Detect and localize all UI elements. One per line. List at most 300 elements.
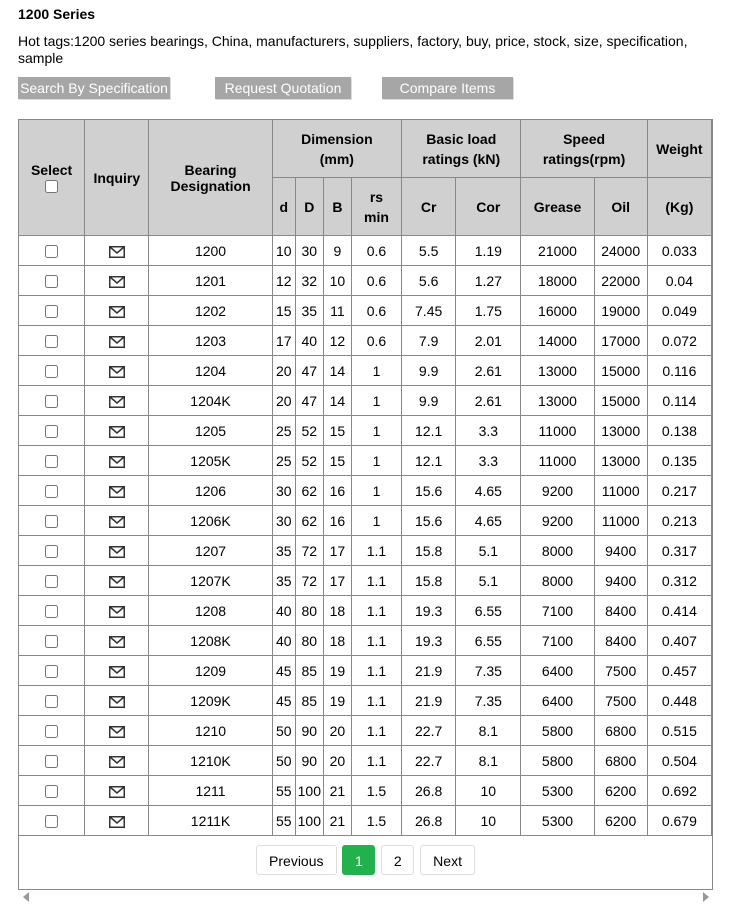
inquiry-cell [85,386,149,416]
d-cell: 25 [272,416,295,446]
hot-tags: Hot tags:1200 series bearings, China, manufacturers, suppliers, factory, buy, price, stock, size, specification, sample [18,33,688,66]
weight-cell: 0.138 [647,416,711,446]
mail-icon[interactable] [109,426,125,438]
outer-d-cell: 90 [295,716,323,746]
select-cell [19,476,85,506]
cr-cell: 15.8 [402,566,456,596]
weight-cell: 0.448 [647,686,711,716]
bearing-table-container [18,119,713,890]
select-cell [19,446,85,476]
b-cell: 15 [323,446,351,476]
d-cell: 15 [272,296,295,326]
row-select-checkbox[interactable] [45,545,58,558]
weight-header: Weight [647,120,711,178]
b-cell: 18 [323,626,351,656]
b-cell: 16 [323,506,351,536]
mail-icon[interactable] [109,306,125,318]
inquiry-cell [85,596,149,626]
row-select-checkbox[interactable] [45,725,58,738]
weight-cell: 0.515 [647,716,711,746]
grease-cell: 5300 [521,806,594,836]
inquiry-cell [85,236,149,266]
cor-cell: 3.3 [456,446,521,476]
mail-icon[interactable] [109,756,125,768]
row-select-checkbox[interactable] [45,515,58,528]
table-row [19,536,712,566]
table-row [19,356,712,386]
rs-min-cell: 1 [351,506,401,536]
oil-cell: 19000 [594,296,647,326]
b-cell: 20 [323,716,351,746]
row-select-checkbox[interactable] [45,635,58,648]
select-cell [19,236,85,266]
cr-cell: 12.1 [402,446,456,476]
cr-cell: 9.9 [402,356,456,386]
rs-min-cell: 1.1 [351,626,401,656]
rs-min-cell: 0.6 [351,266,401,296]
cor-cell: 8.1 [456,716,521,746]
oil-cell: 6800 [594,716,647,746]
select-cell [19,326,85,356]
select-cell [19,356,85,386]
grease-cell: 18000 [521,266,594,296]
previous-page-button[interactable]: Previous [256,845,336,875]
outer-d-header: D [295,178,323,236]
table-row [19,386,712,416]
mail-icon[interactable] [109,516,125,528]
oil-cell: 9400 [594,536,647,566]
designation-cell: 1207K [149,566,272,596]
cor-cell: 4.65 [456,476,521,506]
grease-cell: 14000 [521,326,594,356]
cr-cell: 15.6 [402,476,456,506]
cr-cell: 9.9 [402,386,456,416]
outer-d-cell: 52 [295,416,323,446]
page-2-button[interactable]: 2 [381,845,414,875]
select-cell [19,566,85,596]
scroll-right-icon[interactable] [703,892,709,902]
rs-min-cell: 1.1 [351,596,401,626]
row-select-checkbox[interactable] [45,335,58,348]
designation-cell: 1211K [149,806,272,836]
inquiry-cell [85,806,149,836]
cor-cell: 4.65 [456,506,521,536]
next-page-button[interactable]: Next [420,845,475,875]
oil-cell: 6200 [594,806,647,836]
inquiry-cell [85,416,149,446]
select-cell [19,596,85,626]
cor-cell: 7.35 [456,656,521,686]
weight-cell: 0.457 [647,656,711,686]
row-select-checkbox[interactable] [45,305,58,318]
grease-cell: 16000 [521,296,594,326]
select-cell [19,626,85,656]
designation-cell: 1204 [149,356,272,386]
rs-min-cell: 1.1 [351,686,401,716]
d-cell: 30 [272,476,295,506]
outer-d-cell: 85 [295,656,323,686]
cr-cell: 21.9 [402,656,456,686]
cr-cell: 21.9 [402,686,456,716]
rs-min-cell: 0.6 [351,326,401,356]
cor-cell: 5.1 [456,536,521,566]
mail-icon[interactable] [109,666,125,678]
d-cell: 40 [272,626,295,656]
d-cell: 35 [272,566,295,596]
table-row [19,656,712,686]
cor-cell: 6.55 [456,596,521,626]
b-cell: 14 [323,356,351,386]
designation-cell: 1209K [149,686,272,716]
cr-cell: 5.6 [402,266,456,296]
weight-cell: 0.679 [647,806,711,836]
search-by-specification-button[interactable]: Search By Specification [18,77,170,99]
d-cell: 45 [272,656,295,686]
row-select-checkbox[interactable] [45,665,58,678]
inquiry-cell [85,326,149,356]
designation-cell: 1208 [149,596,272,626]
select-cell [19,656,85,686]
oil-cell: 6200 [594,776,647,806]
grease-cell: 9200 [521,476,594,506]
row-select-checkbox[interactable] [45,455,58,468]
cr-cell: 19.3 [402,596,456,626]
cr-cell: 26.8 [402,776,456,806]
pagination [19,845,712,875]
rs-min-cell: 1 [351,356,401,386]
cr-cell: 7.9 [402,326,456,356]
mail-icon[interactable] [109,546,125,558]
weight-cell: 0.213 [647,506,711,536]
weight-cell: 0.114 [647,386,711,416]
table-row [19,626,712,656]
inquiry-cell [85,536,149,566]
table-row [19,746,712,776]
d-cell: 30 [272,506,295,536]
row-select-checkbox[interactable] [45,755,58,768]
grease-cell: 11000 [521,416,594,446]
page-1-button[interactable]: 1 [342,845,375,875]
cr-cell: 12.1 [402,416,456,446]
weight-cell: 0.504 [647,746,711,776]
b-cell: 16 [323,476,351,506]
grease-cell: 13000 [521,356,594,386]
oil-cell: 6800 [594,746,647,776]
mail-icon[interactable] [109,276,125,288]
b-cell: 17 [323,566,351,596]
cor-cell: 1.27 [456,266,521,296]
select-cell [19,776,85,806]
outer-d-cell: 80 [295,596,323,626]
speed-ratings-header [521,120,647,178]
rs-min-cell: 1.1 [351,566,401,596]
d-header: d [272,178,295,236]
select-header [19,120,85,236]
row-select-checkbox[interactable] [45,245,58,258]
rs-min-cell: 1 [351,476,401,506]
designation-header-label: Bearing Designation [170,161,251,194]
b-cell: 11 [323,296,351,326]
mail-icon[interactable] [109,696,125,708]
b-cell: 19 [323,656,351,686]
weight-cell: 0.312 [647,566,711,596]
b-cell: 10 [323,266,351,296]
weight-cell: 0.049 [647,296,711,326]
table-row [19,596,712,626]
designation-cell: 1204K [149,386,272,416]
load-ratings-header [402,120,521,178]
select-cell [19,746,85,776]
rs-min-cell: 1 [351,416,401,446]
mail-icon[interactable] [109,816,125,828]
row-select-checkbox[interactable] [45,275,58,288]
inquiry-cell [85,626,149,656]
weight-cell: 0.135 [647,446,711,476]
grease-cell: 21000 [521,236,594,266]
designation-cell: 1207 [149,536,272,566]
table-row [19,446,712,476]
table-row [19,266,712,296]
designation-cell: 1205 [149,416,272,446]
rs-min-cell: 1.1 [351,656,401,686]
rs-min-cell: 1.5 [351,776,401,806]
oil-cell: 8400 [594,626,647,656]
mail-icon[interactable] [109,726,125,738]
cr-cell: 15.6 [402,506,456,536]
outer-d-cell: 30 [295,236,323,266]
inquiry-cell [85,356,149,386]
row-select-checkbox[interactable] [45,425,58,438]
rs-min-cell: 0.6 [351,236,401,266]
designation-cell: 1206 [149,476,272,506]
table-row [19,506,712,536]
inquiry-header: Inquiry [85,120,149,236]
outer-d-cell: 62 [295,506,323,536]
weight-cell: 0.407 [647,626,711,656]
weight-cell: 0.116 [647,356,711,386]
cr-header: Cr [402,178,456,236]
oil-cell: 17000 [594,326,647,356]
select-cell [19,296,85,326]
rs-min-cell: 1.5 [351,806,401,836]
b-cell: 15 [323,416,351,446]
select-cell [19,386,85,416]
row-select-checkbox[interactable] [45,815,58,828]
oil-cell: 7500 [594,686,647,716]
oil-header: Oil [594,178,647,236]
d-cell: 20 [272,386,295,416]
grease-cell: 11000 [521,446,594,476]
weight-cell: 0.692 [647,776,711,806]
cor-cell: 2.61 [456,356,521,386]
outer-d-cell: 100 [295,776,323,806]
rs-min-cell: 1 [351,446,401,476]
oil-cell: 9400 [594,566,647,596]
cor-cell: 6.55 [456,626,521,656]
outer-d-cell: 72 [295,566,323,596]
b-cell: 14 [323,386,351,416]
designation-cell: 1210K [149,746,272,776]
outer-d-cell: 90 [295,746,323,776]
table-row [19,806,712,836]
rs-min-cell: 1.1 [351,536,401,566]
cr-cell: 22.7 [402,716,456,746]
mail-icon[interactable] [109,786,125,798]
outer-d-cell: 80 [295,626,323,656]
grease-header: Grease [521,178,594,236]
row-select-checkbox[interactable] [45,695,58,708]
inquiry-cell [85,476,149,506]
grease-cell: 7100 [521,626,594,656]
horizontal-scrollbar[interactable] [18,892,713,904]
cor-cell: 10 [456,806,521,836]
row-select-checkbox[interactable] [45,785,58,798]
compare-items-button[interactable]: Compare Items [382,77,513,99]
d-cell: 50 [272,716,295,746]
b-cell: 19 [323,686,351,716]
d-cell: 45 [272,686,295,716]
select-cell [19,686,85,716]
cor-cell: 1.75 [456,296,521,326]
grease-cell: 6400 [521,686,594,716]
grease-cell: 8000 [521,536,594,566]
d-cell: 17 [272,326,295,356]
inquiry-cell [85,686,149,716]
cr-cell: 26.8 [402,806,456,836]
outer-d-cell: 100 [295,806,323,836]
inquiry-cell [85,446,149,476]
grease-cell: 13000 [521,386,594,416]
load-ratings-header-label: Basic load ratings (kN) [422,130,501,167]
row-select-checkbox[interactable] [45,575,58,588]
b-cell: 20 [323,746,351,776]
grease-cell: 8000 [521,566,594,596]
table-row [19,716,712,746]
row-select-checkbox[interactable] [45,485,58,498]
outer-d-cell: 52 [295,446,323,476]
b-header: B [323,178,351,236]
d-cell: 55 [272,776,295,806]
cor-cell: 8.1 [456,746,521,776]
select-cell [19,806,85,836]
grease-cell: 5300 [521,776,594,806]
d-cell: 12 [272,266,295,296]
rs-min-cell: 0.6 [351,296,401,326]
select-cell [19,266,85,296]
oil-cell: 11000 [594,506,647,536]
cor-header: Cor [456,178,521,236]
row-select-checkbox[interactable] [45,365,58,378]
select-cell [19,716,85,746]
cr-cell: 19.3 [402,626,456,656]
cr-cell: 5.5 [402,236,456,266]
designation-cell: 1209 [149,656,272,686]
d-cell: 35 [272,536,295,566]
table-row [19,686,712,716]
designation-cell: 1203 [149,326,272,356]
d-cell: 25 [272,446,295,476]
designation-cell: 1210 [149,716,272,746]
rs-min-cell: 1.1 [351,746,401,776]
dimension-header-label: Dimension (mm) [301,130,373,167]
d-cell: 55 [272,806,295,836]
mail-icon[interactable] [109,336,125,348]
mail-icon[interactable] [109,606,125,618]
outer-d-cell: 47 [295,386,323,416]
inquiry-cell [85,506,149,536]
mail-icon[interactable] [109,396,125,408]
mail-icon[interactable] [109,366,125,378]
row-select-checkbox[interactable] [45,605,58,618]
bearing-table [18,119,712,836]
inquiry-cell [85,656,149,686]
select-all-checkbox[interactable] [45,180,58,193]
grease-cell: 5800 [521,746,594,776]
oil-cell: 13000 [594,446,647,476]
designation-cell: 1201 [149,266,272,296]
select-cell [19,416,85,446]
outer-d-cell: 72 [295,536,323,566]
inquiry-cell [85,566,149,596]
mail-icon[interactable] [109,486,125,498]
designation-cell: 1202 [149,296,272,326]
grease-cell: 6400 [521,656,594,686]
mail-icon[interactable] [109,636,125,648]
weight-cell: 0.033 [647,236,711,266]
b-cell: 17 [323,536,351,566]
oil-cell: 24000 [594,236,647,266]
b-cell: 12 [323,326,351,356]
cr-cell: 15.8 [402,536,456,566]
outer-d-cell: 40 [295,326,323,356]
kg-header: (Kg) [647,178,711,236]
request-quotation-button[interactable]: Request Quotation [215,77,351,99]
mail-icon[interactable] [109,456,125,468]
inquiry-cell [85,716,149,746]
cor-cell: 2.01 [456,326,521,356]
weight-cell: 0.217 [647,476,711,506]
rs-min-header-label: rs min [364,188,389,225]
inquiry-cell [85,296,149,326]
dimension-header [272,120,401,178]
row-select-checkbox[interactable] [45,395,58,408]
outer-d-cell: 35 [295,296,323,326]
oil-cell: 8400 [594,596,647,626]
select-cell [19,536,85,566]
select-cell [19,506,85,536]
cor-cell: 10 [456,776,521,806]
table-row [19,476,712,506]
weight-cell: 0.04 [647,266,711,296]
table-row [19,776,712,806]
mail-icon[interactable] [109,246,125,258]
table-row [19,326,712,356]
designation-cell: 1200 [149,236,272,266]
scroll-left-icon[interactable] [23,892,29,902]
d-cell: 40 [272,596,295,626]
inquiry-cell [85,746,149,776]
designation-cell: 1205K [149,446,272,476]
cor-cell: 5.1 [456,566,521,596]
oil-cell: 15000 [594,356,647,386]
b-cell: 21 [323,806,351,836]
rs-min-cell: 1.1 [351,716,401,746]
grease-cell: 9200 [521,506,594,536]
mail-icon[interactable] [109,576,125,588]
b-cell: 9 [323,236,351,266]
d-cell: 10 [272,236,295,266]
outer-d-cell: 47 [295,356,323,386]
